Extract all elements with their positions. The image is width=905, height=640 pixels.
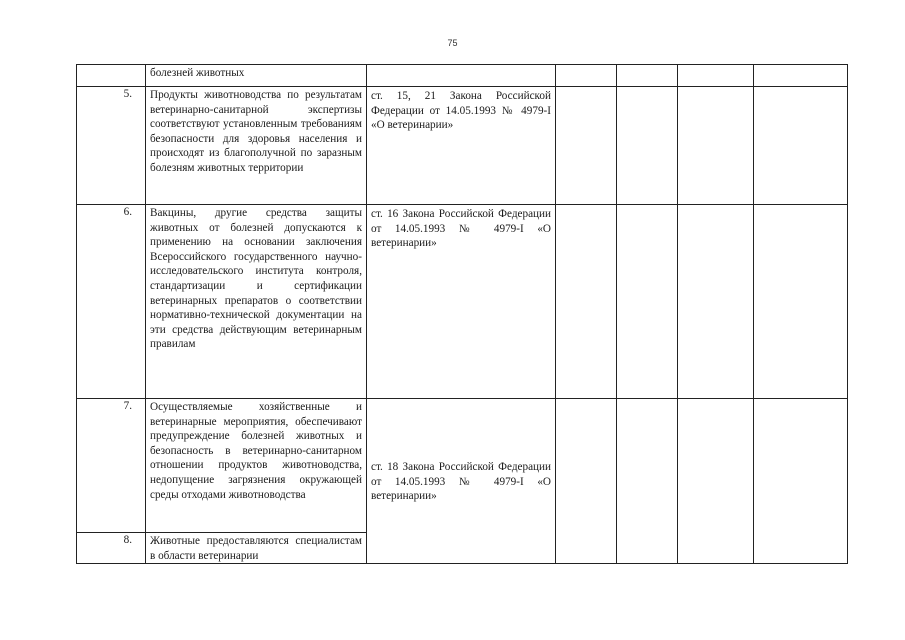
requirement-description: болезней животных	[146, 65, 367, 87]
requirements-table	[76, 64, 848, 564]
legal-reference: ст. 18 Закона Российской Федерации от 14.05.1993 № 4979-I «О ветеринарии»	[367, 399, 556, 564]
legal-reference: ст. 16 Закона Российской Федерации от 14.05.1993 № 4979-I «О ветеринарии»	[367, 205, 556, 399]
empty-cell	[754, 65, 848, 87]
table-row	[77, 205, 848, 399]
requirement-description: Осуществляемые хозяйственные и ветеринарные мероприятия, обеспечивают предупреждение болезней животных и безопасность в ветеринарно-санитарном отношении продуктов животноводства, недопущение загрязнения окружающей среды отходами животноводства	[146, 399, 367, 533]
empty-cell	[678, 399, 754, 564]
empty-cell	[617, 205, 678, 399]
row-number: 7.	[77, 399, 146, 533]
empty-cell	[678, 205, 754, 399]
requirement-description: Животные предоставляются специалистам в области ветеринарии	[146, 533, 367, 564]
table-row	[77, 399, 848, 533]
table-row	[77, 87, 848, 205]
requirement-description: Продукты животноводства по результатам ветеринарно-санитарной экспертизы соответствуют установленным требованиям безопасности для здоровья населения и происходят из благополучной по заразным болезням животных территории	[146, 87, 367, 205]
empty-cell	[678, 87, 754, 205]
row-number: 6.	[77, 205, 146, 399]
legal-reference	[367, 65, 556, 87]
empty-cell	[754, 399, 848, 564]
empty-cell	[556, 205, 617, 399]
page-number: 75	[447, 38, 458, 48]
requirement-description: Вакцины, другие средства защиты животных от болезней допускаются к применению на основании заключения Всероссийского государственного научно-исследовательского института контроля, стандартизации и сертификации ветеринарных препаратов о соответствии нормативно-технической документации на эти средства действующим ветеринарным правилам	[146, 205, 367, 399]
empty-cell	[754, 87, 848, 205]
empty-cell	[617, 65, 678, 87]
empty-cell	[556, 87, 617, 205]
row-number	[77, 65, 146, 87]
empty-cell	[556, 399, 617, 564]
row-number: 5.	[77, 87, 146, 205]
empty-cell	[556, 65, 617, 87]
row-number: 8.	[77, 533, 146, 564]
legal-reference: ст. 15, 21 Закона Российской Федерации от 14.05.1993 № 4979-I «О ветеринарии»	[367, 87, 556, 205]
table-row	[77, 65, 848, 87]
empty-cell	[617, 87, 678, 205]
empty-cell	[754, 205, 848, 399]
empty-cell	[678, 65, 754, 87]
empty-cell	[617, 399, 678, 564]
